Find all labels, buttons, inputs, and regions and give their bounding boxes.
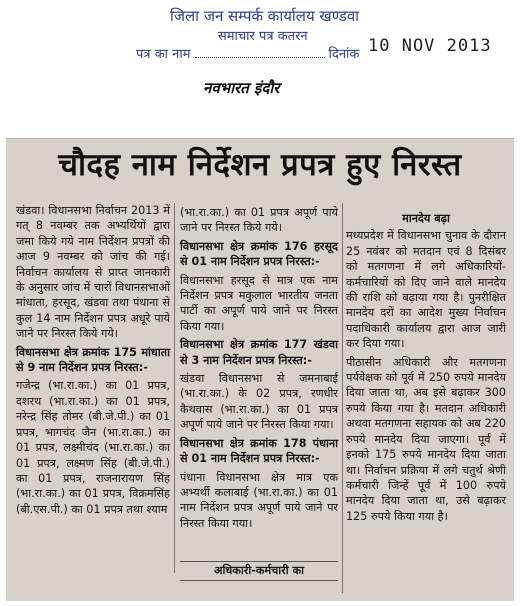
stamp-title: समाचार पत्र कतरन [218,29,308,44]
article-paragraph: गजेन्द्र (भा.रा.का.) का 01 प्रपत्र, दशरथ (भा.रा.का.) का 01 प्रपत्र, नरेन्द्र सिंह तोमर (बी.जे.पी.) का 01 प्रपत्र, भागचंद जैन (भा.रा.का.) का 01 प्रपत्र, लक्ष्मीचंद (भा.रा.का.) का 01 प्रपत्र, लक्ष्मण सिंह (बी.जे.पी.) का 01 प्रपत्र, राजनारायण सिंह (भा.रा.का.) का 01 प्रपत्र, विक्रमसिंह (बी.एस.पी.) का 01 प्रपत्र तथा श्याम [16,379,170,516]
article-paragraph: (भा.रा.का.) का 01 प्रपत्र अपूर्ण पाये जाने पर निरस्त किये गये। [180,206,338,235]
stamp-paper-label: पत्र का नाम [136,47,191,62]
newspaper-name: नवभारत इंदौर [203,79,280,97]
article-subheading: विधानसभा क्षेत्र क्रमांक 177 खंडवा से 3 नाम निर्देशन प्रपत्र निरस्त:- [180,338,338,367]
article-subheading: विधानसभा क्षेत्र क्रमांक 178 पंधाना से 01 नाम निर्देशन प्रपत्र निरस्त:- [180,436,338,466]
article-column-3 [346,211,506,527]
column-rule [342,203,343,593]
clipping-stamp-area [0,0,520,128]
article-subheading: विधानसभा क्षेत्र क्रमांक 175 मांधाता से 9 नाम निर्देशन प्रपत्र निरस्त:- [16,345,170,375]
article-paragraph: खंडवा विधानसभा से जमनाबाई (भा.रा.का.) के 02 प्रपत्र, रणधीर कैथवास (भा.रा.का.) का 01 प्रपत्र अपूर्ण पाये जाने पर निरस्त किया गया। [180,372,338,432]
article-paragraph: पीठासीन अधिकारी और मतगणना पर्यवेक्षक को पूर्व में 250 रुपये मानदेय दिया जाता था, अब इसे बढ़ाकर 300 रुपये किया गया है। मतदान अधिकारी अथवा मतगणना सहायक को अब 220 रुपये मानदेय दिया जाएगा। पूर्व में इनको 175 रुपये मानदेय दिया जाता था। निर्वाचन प्रक्रिया में लगे चतुर्थ श्रेणी कर्मचारी जिन्हें पूर्व में 100 रुपये मानदेय दिया जाता था, उसे बढ़ाकर 125 रुपये किया गया है। [346,355,506,523]
article-paragraph: विधानसभा हरसूद से मात्र एक नाम निर्देशन प्रपत्र मकुलाल भारतीय जनता पार्टी का अपूर्ण पाये जाने पर निरस्त किया गया। [180,273,338,333]
stamp-date-label: दिनांक [328,47,360,62]
article-paragraph: खंडवा। विधानसभा निर्वाचन 2013 में गत् 8 नवम्बर तक अभ्यर्थियों द्वारा जमा किये गये नाम निर्देशन प्रपत्रों की आज 9 नवम्बर को जांच की गई। निर्वाचन कार्यालय से प्राप्त जानकारी के अनुसार जांच में चारों विधानसभाओं मांधाता, हरसूद, खंडवा तथा पंधाना से कुल 14 नाम निर्देशन प्रपत्र अधूरे पाये जाने पर निरस्त किये गये। [16,204,170,341]
stamp-dotted-line [195,47,325,58]
article-paragraph: मध्यप्रदेश में विधानसभा चुनाव के दौरान 25 नवंबर को मतदान एवं 8 दिसंबर को मतगणना में लगे अधिकारियों-कर्मचारियों को दिए जाने वाले मानदेय की राशि को बढ़ाया गया है। पुनरीक्षित मानदेय दरों का आदेश मुख्य निर्वाचन पदाधिकारी कार्यालय द्वारा आज जारी कर दिया गया। [346,229,506,351]
article-column-1 [16,203,170,520]
column-rule [174,203,175,573]
article-headline: चौदह नाम निर्देशन प्रपत्र हुए निरस्त [58,147,462,183]
stamp-office-name: जिला जन सम्पर्क कार्यालय खण्डवा [170,7,360,25]
stamp-date-value: 10 NOV 2013 [368,36,492,56]
column-2-footer-caption: अधिकारी-कर्मचारी का [180,561,338,581]
article-column-2 [180,205,338,534]
article-paragraph: पंधाना विधानसभा क्षेत्र मात्र एक अभ्यर्थी कलाबाई (भा.रा.का.) का 01 नाम निर्देशन प्रपत्र अपूर्ण पाये जाने पर निरस्त किया गया। [180,470,338,530]
stamp-paper-row [136,44,359,62]
news-clipping [6,138,514,601]
sidebar-story-title: मानदेय बढ़ा [402,212,450,225]
article-subheading: विधानसभा क्षेत्र क्रमांक 176 हरसूद से 01 नाम निर्देशन प्रपत्र निरस्त:- [180,239,338,269]
